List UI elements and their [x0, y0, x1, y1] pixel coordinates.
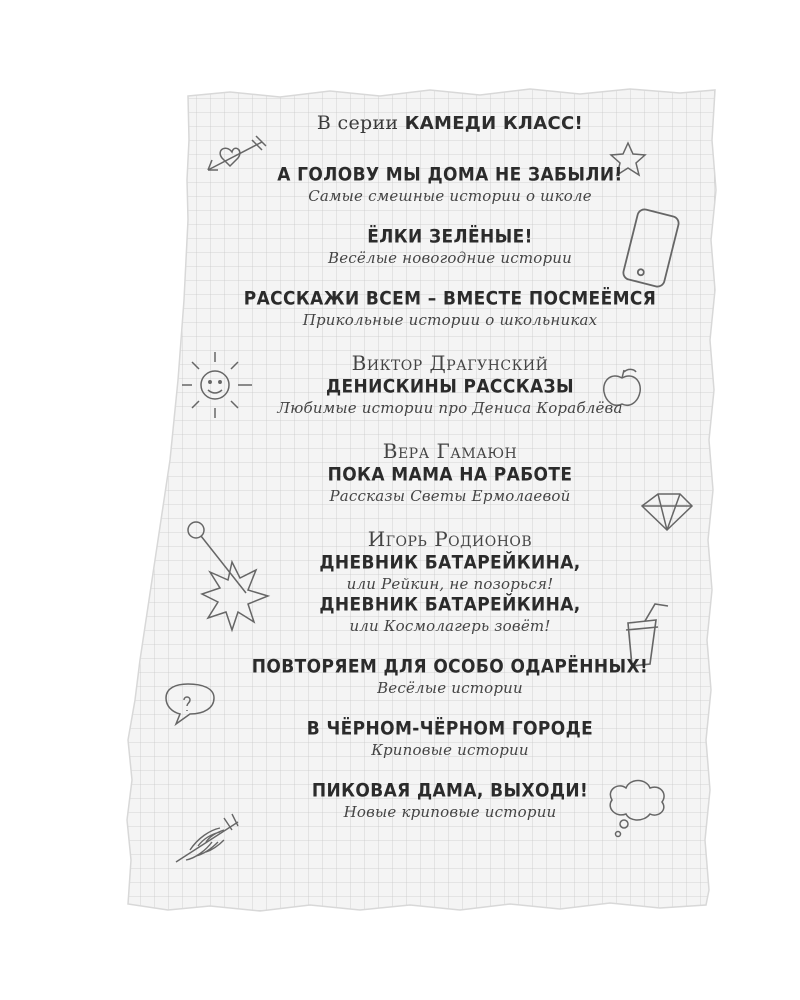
book-subtitle: или Рейкин, не позорься!	[346, 575, 554, 593]
book-subtitle: Криповые истории	[371, 741, 529, 759]
book-subtitle: Самые смешные истории о школе	[308, 187, 592, 205]
book-title: В ЧЁРНОМ-ЧЁРНОМ ГОРОДЕ	[306, 718, 594, 740]
series-header	[180, 112, 720, 134]
book-entry	[180, 780, 720, 822]
series-prefix: В серии	[316, 112, 399, 134]
book-entry	[180, 226, 720, 268]
book-author: Вера Гамаюн	[382, 439, 518, 463]
book-subtitle: Весёлые новогодние истории	[327, 249, 572, 267]
book-title: А ГОЛОВУ МЫ ДОМА НЕ ЗАБЫЛИ!	[277, 164, 623, 186]
book-author: Виктор Драгунский	[351, 351, 549, 375]
book-entry	[180, 526, 720, 636]
book-entry	[180, 288, 720, 330]
book-subtitle: Весёлые истории	[377, 679, 523, 697]
series-list	[180, 112, 720, 842]
book-title: РАССКАЖИ ВСЕМ – ВМЕСТЕ ПОСМЕЁМСЯ	[243, 288, 657, 310]
book-subtitle: Прикольные истории о школьниках	[302, 311, 598, 329]
book-entry	[180, 718, 720, 760]
book-title: ПОВТОРЯЕМ ДЛЯ ОСОБО ОДАРЁННЫХ!	[251, 656, 649, 678]
book-entry	[180, 656, 720, 698]
book-subtitle: или Космолагерь зовёт!	[349, 617, 551, 635]
book-title: ПИКОВАЯ ДАМА, ВЫХОДИ!	[311, 780, 589, 802]
book-entry	[180, 164, 720, 206]
book-title: ЁЛКИ ЗЕЛЁНЫЕ!	[367, 226, 533, 248]
book-title: ПОКА МАМА НА РАБОТЕ	[327, 464, 573, 486]
book-title: ДНЕВНИК БАТАРЕЙКИНА,	[319, 552, 581, 574]
book-subtitle: Рассказы Светы Ермолаевой	[329, 487, 571, 505]
series-name: КАМЕДИ КЛАСС!	[404, 113, 584, 134]
book-entry	[180, 350, 720, 418]
book-title: ДЕНИСКИНЫ РАССКАЗЫ	[325, 376, 575, 398]
book-subtitle: Новые криповые истории	[343, 803, 557, 821]
book-entry	[180, 438, 720, 506]
book-author: Игорь Родионов	[367, 527, 533, 551]
book-title: ДНЕВНИК БАТАРЕЙКИНА,	[319, 594, 581, 616]
book-subtitle: Любимые истории про Дениса Кораблёва	[277, 399, 623, 417]
